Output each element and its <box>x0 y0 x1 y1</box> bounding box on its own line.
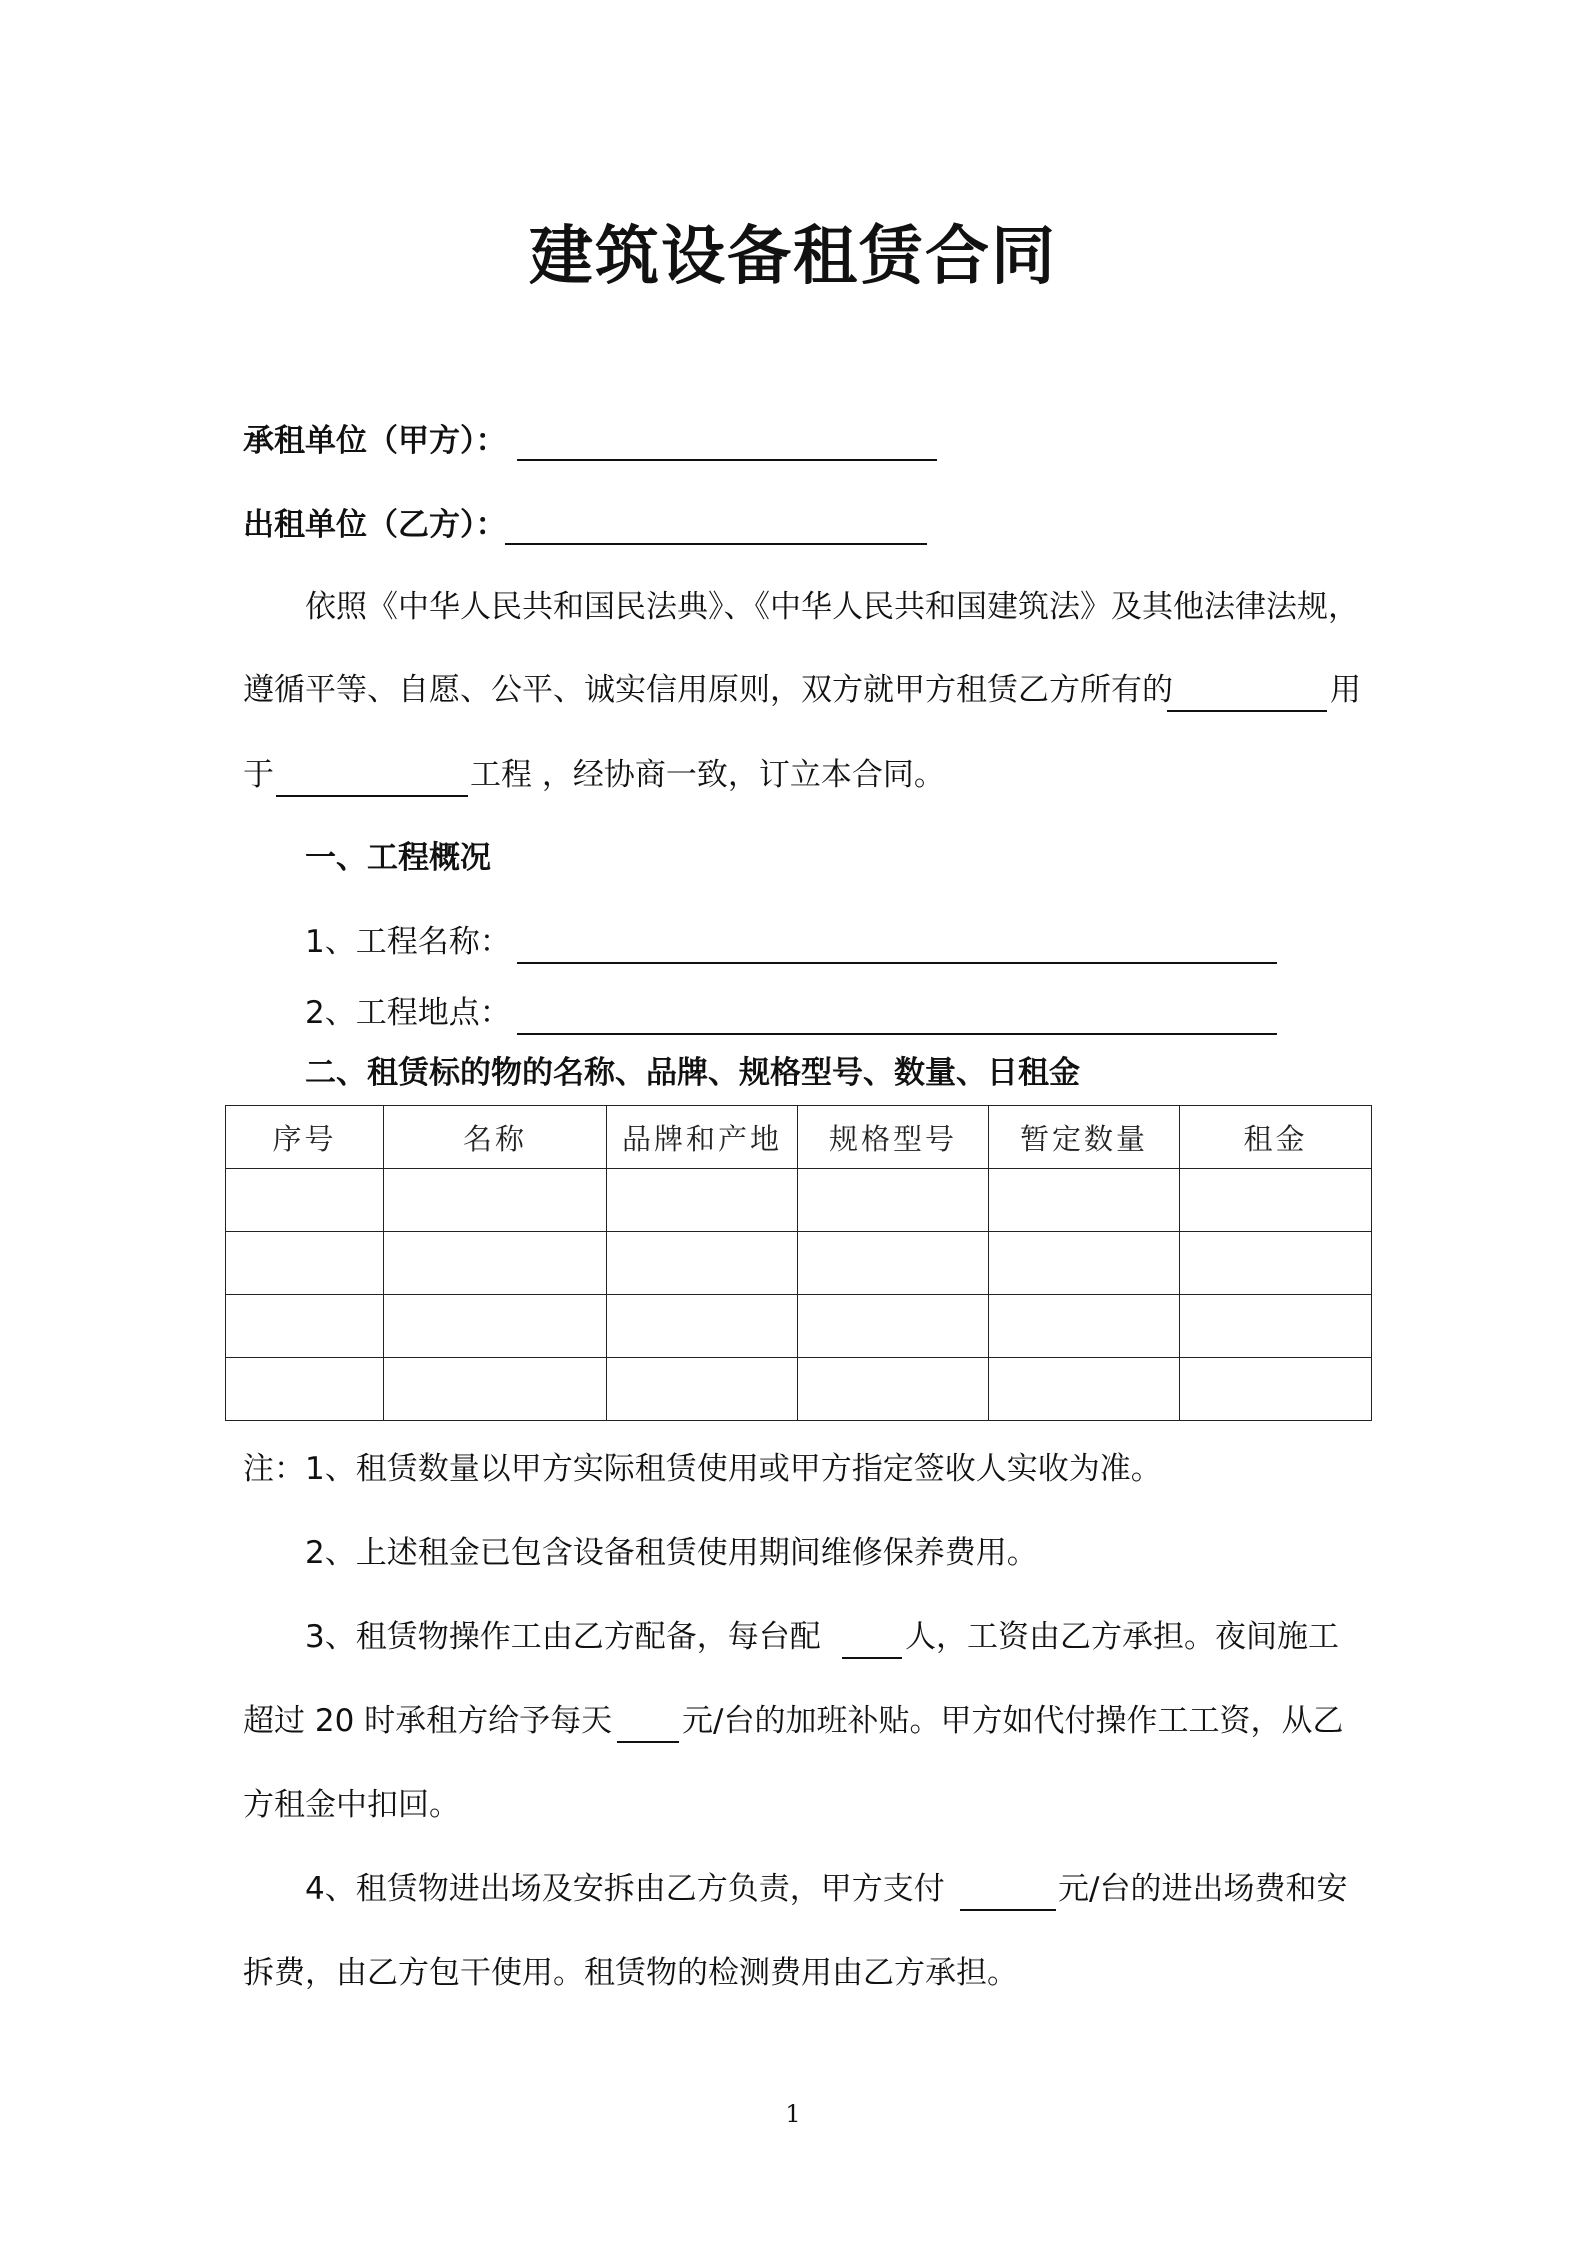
table-cell[interactable] <box>607 1232 798 1295</box>
note-3-part-e: 方租金中扣回。 <box>243 1787 460 1823</box>
table-cell[interactable] <box>226 1232 384 1295</box>
header-quantity: 暂定数量 <box>989 1106 1180 1169</box>
table-cell[interactable] <box>384 1358 607 1421</box>
header-rent: 租金 <box>1180 1106 1372 1169</box>
table-row <box>226 1232 1372 1295</box>
section-1-heading: 一、工程概况 <box>305 840 491 876</box>
header-brand-origin: 品牌和产地 <box>607 1106 798 1169</box>
header-model: 规格型号 <box>798 1106 989 1169</box>
project-name-label: 1、工程名称： <box>305 924 511 960</box>
table-cell[interactable] <box>607 1169 798 1232</box>
note-4-part-a: 4、租赁物进出场及安拆由乙方负责，甲方支付 <box>305 1871 945 1907</box>
table-cell[interactable] <box>607 1295 798 1358</box>
table-cell[interactable] <box>226 1295 384 1358</box>
table-cell[interactable] <box>989 1358 1180 1421</box>
project-location-label: 2、工程地点： <box>305 995 511 1031</box>
intro-line-3b: 工程 ，经协商一致，订立本合同。 <box>470 757 945 793</box>
note-3-part-d: 元/台的加班补贴。甲方如代付操作工工资，从乙 <box>682 1703 1344 1739</box>
table-cell[interactable] <box>989 1295 1180 1358</box>
intro-line-3a: 于 <box>243 757 274 793</box>
overtime-subsidy-blank[interactable] <box>617 1741 679 1743</box>
table-cell[interactable] <box>1180 1169 1372 1232</box>
intro-line-1: 依照《中华人民共和国民法典》、《中华人民共和国建筑法》及其他法律法规， <box>305 589 1359 625</box>
header-serial: 序号 <box>226 1106 384 1169</box>
entry-exit-fee-blank[interactable] <box>960 1909 1056 1911</box>
note-4-part-b: 元/台的进出场费和安 <box>1058 1871 1348 1907</box>
table-cell[interactable] <box>989 1232 1180 1295</box>
equipment-blank[interactable] <box>1167 710 1327 712</box>
table-header-row <box>226 1106 1372 1169</box>
table-cell[interactable] <box>798 1169 989 1232</box>
table-cell[interactable] <box>384 1169 607 1232</box>
table-cell[interactable] <box>384 1232 607 1295</box>
table-cell[interactable] <box>1180 1358 1372 1421</box>
note-2: 2、上述租金已包含设备租赁使用期间维修保养费用。 <box>305 1535 1038 1571</box>
table-cell[interactable] <box>607 1358 798 1421</box>
table-cell[interactable] <box>1180 1232 1372 1295</box>
page-number: 1 <box>785 2100 801 2128</box>
rental-items-table <box>225 1105 1372 1421</box>
note-3-part-a: 3、租赁物操作工由乙方配备，每台配 <box>305 1619 821 1655</box>
note-1: 注：1、租赁数量以甲方实际租赁使用或甲方指定签收人实收为准。 <box>243 1451 1162 1487</box>
header-name: 名称 <box>384 1106 607 1169</box>
table-row <box>226 1169 1372 1232</box>
table-row <box>226 1295 1372 1358</box>
note-4-part-c: 拆费，由乙方包干使用。租赁物的检测费用由乙方承担。 <box>243 1955 1018 1991</box>
party-a-label: 承租单位（甲方）： <box>243 423 507 459</box>
table-row <box>226 1358 1372 1421</box>
table-cell[interactable] <box>798 1295 989 1358</box>
section-2-heading: 二、租赁标的物的名称、品牌、规格型号、数量、日租金 <box>305 1055 1080 1091</box>
document-title: 建筑设备租赁合同 <box>529 220 1057 294</box>
intro-line-2b: 用 <box>1330 672 1361 708</box>
intro-line-2a: 遵循平等、自愿、公平、诚实信用原则，双方就甲方租赁乙方所有的 <box>243 672 1173 708</box>
table-cell[interactable] <box>798 1232 989 1295</box>
table-cell[interactable] <box>384 1295 607 1358</box>
party-b-blank[interactable] <box>505 543 927 545</box>
operators-per-unit-blank[interactable] <box>842 1657 902 1659</box>
table-cell[interactable] <box>989 1169 1180 1232</box>
party-a-blank[interactable] <box>517 459 937 461</box>
table-cell[interactable] <box>798 1358 989 1421</box>
table-cell[interactable] <box>1180 1295 1372 1358</box>
project-blank[interactable] <box>276 795 468 797</box>
note-3-part-b: 人，工资由乙方承担。夜间施工 <box>905 1619 1339 1655</box>
table-cell[interactable] <box>226 1169 384 1232</box>
party-b-label: 出租单位（乙方）： <box>243 507 507 543</box>
table-cell[interactable] <box>226 1358 384 1421</box>
project-location-blank[interactable] <box>517 1033 1277 1035</box>
note-3-part-c: 超过 20 时承租方给予每天 <box>243 1703 613 1739</box>
project-name-blank[interactable] <box>517 962 1277 964</box>
